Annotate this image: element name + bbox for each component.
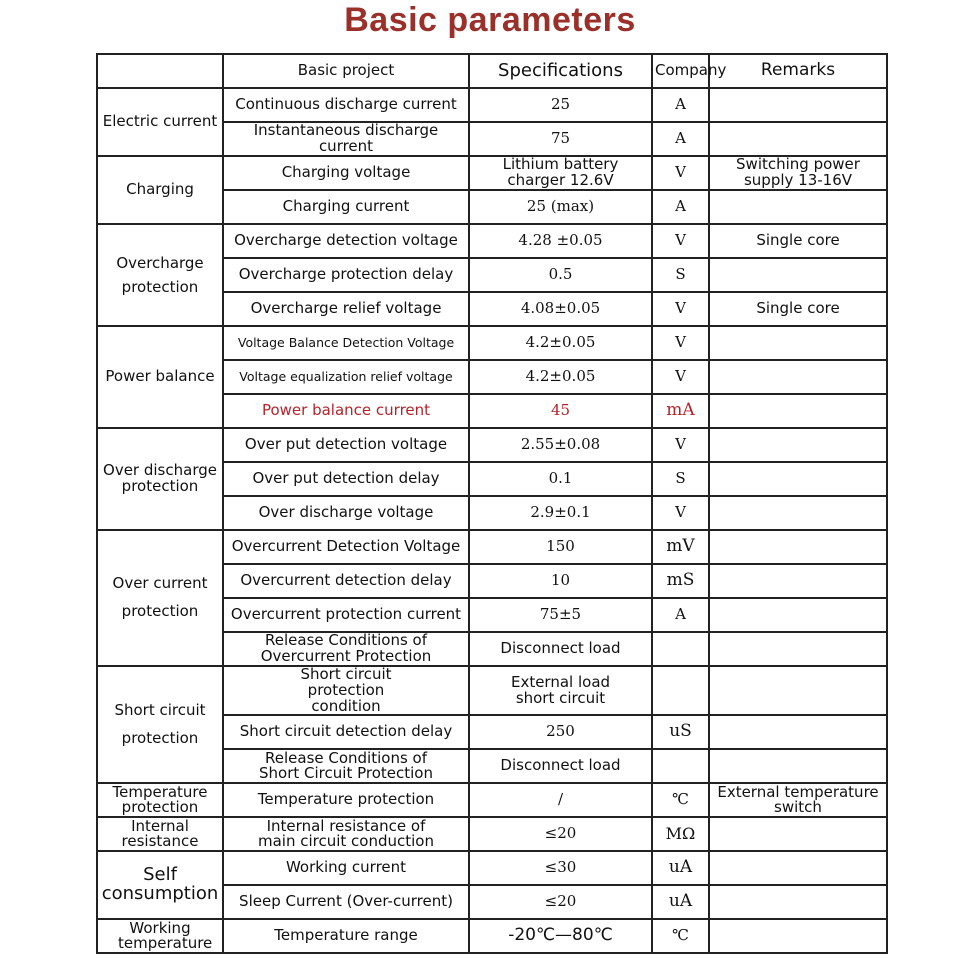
remark-cell <box>709 715 887 749</box>
remark-cell <box>709 462 887 496</box>
category-cell: Over discharge protection <box>97 428 223 530</box>
remark-cell: Single core <box>709 224 887 258</box>
spec-cell: 75±5 <box>469 598 652 632</box>
unit-cell: A <box>652 190 709 224</box>
remark-cell <box>709 530 887 564</box>
spec-cell: 0.1 <box>469 462 652 496</box>
spec-cell: 4.2±0.05 <box>469 360 652 394</box>
remark-cell <box>709 190 887 224</box>
remark-cell <box>709 749 887 783</box>
spec-cell: 75 <box>469 122 652 156</box>
spec-cell: Lithium battery charger 12.6V <box>469 156 652 190</box>
unit-cell: uA <box>652 885 709 919</box>
parameters-table <box>96 53 888 954</box>
unit-cell: A <box>652 598 709 632</box>
unit-cell: ℃ <box>652 919 709 953</box>
spec-cell: ≤20 <box>469 885 652 919</box>
category-cell: Over current protection <box>97 530 223 666</box>
project-cell: Internal resistance of main circuit conduction <box>223 817 469 851</box>
header-category <box>97 54 223 88</box>
project-cell: Instantaneous discharge current <box>223 122 469 156</box>
spec-cell: 25 <box>469 88 652 122</box>
remark-cell <box>709 394 887 428</box>
project-cell: Voltage Balance Detection Voltage <box>223 326 469 360</box>
remark-cell <box>709 817 887 851</box>
spec-cell: ≤20 <box>469 817 652 851</box>
unit-cell: V <box>652 496 709 530</box>
table-row <box>97 530 887 564</box>
remark-cell <box>709 428 887 462</box>
remark-cell <box>709 885 887 919</box>
unit-cell <box>652 666 709 715</box>
project-cell: Voltage equalization relief voltage <box>223 360 469 394</box>
project-cell: Overcharge detection voltage <box>223 224 469 258</box>
category-cell: Self consumption <box>97 851 223 919</box>
project-cell: Overcharge relief voltage <box>223 292 469 326</box>
unit-cell: S <box>652 462 709 496</box>
remark-cell <box>709 919 887 953</box>
spec-cell: -20℃—80℃ <box>469 919 652 953</box>
spec-cell: 25 (max) <box>469 190 652 224</box>
category-cell: Charging <box>97 156 223 224</box>
project-cell: Over discharge voltage <box>223 496 469 530</box>
header-unit: Company <box>652 54 709 88</box>
unit-cell: MΩ <box>652 817 709 851</box>
unit-cell: A <box>652 122 709 156</box>
unit-cell <box>652 632 709 666</box>
remark-cell: Single core <box>709 292 887 326</box>
remark-cell <box>709 88 887 122</box>
category-cell: Power balance <box>97 326 223 428</box>
table-row <box>97 88 887 122</box>
remark-cell <box>709 598 887 632</box>
project-cell: Release Conditions of Overcurrent Protection <box>223 632 469 666</box>
remark-cell: External temperature switch <box>709 783 887 817</box>
project-cell: Power balance current <box>223 394 469 428</box>
remark-cell <box>709 632 887 666</box>
spec-cell: 4.08±0.05 <box>469 292 652 326</box>
table-header-row <box>97 54 887 88</box>
category-cell: Overcharge protection <box>97 224 223 326</box>
project-cell: Overcharge protection delay <box>223 258 469 292</box>
unit-cell: A <box>652 88 709 122</box>
unit-cell: uS <box>652 715 709 749</box>
unit-cell: S <box>652 258 709 292</box>
remark-cell <box>709 360 887 394</box>
project-cell: Charging voltage <box>223 156 469 190</box>
remark-cell <box>709 851 887 885</box>
unit-cell <box>652 749 709 783</box>
spec-cell: 4.2±0.05 <box>469 326 652 360</box>
category-cell: Internal resistance <box>97 817 223 851</box>
project-cell: Short circuit detection delay <box>223 715 469 749</box>
table-row <box>97 326 887 360</box>
table-row <box>97 817 887 851</box>
remark-cell <box>709 496 887 530</box>
spec-cell: 2.55±0.08 <box>469 428 652 462</box>
project-cell: Over put detection delay <box>223 462 469 496</box>
spec-cell: 10 <box>469 564 652 598</box>
spec-cell: ≤30 <box>469 851 652 885</box>
table-row <box>97 919 887 953</box>
unit-cell: mS <box>652 564 709 598</box>
unit-cell: ℃ <box>652 783 709 817</box>
project-cell: Overcurrent Detection Voltage <box>223 530 469 564</box>
table-row <box>97 224 887 258</box>
project-cell: Overcurrent protection current <box>223 598 469 632</box>
spec-cell: Disconnect load <box>469 632 652 666</box>
remark-cell <box>709 122 887 156</box>
header-spec: Specifications <box>469 54 652 88</box>
unit-cell: V <box>652 360 709 394</box>
unit-cell: V <box>652 224 709 258</box>
remark-cell <box>709 666 887 715</box>
project-cell: Temperature range <box>223 919 469 953</box>
spec-cell: External load short circuit <box>469 666 652 715</box>
page-title: Basic parameters <box>344 1 636 39</box>
project-cell: Release Conditions of Short Circuit Protection <box>223 749 469 783</box>
header-project: Basic project <box>223 54 469 88</box>
unit-cell: uA <box>652 851 709 885</box>
remark-cell <box>709 258 887 292</box>
remark-cell <box>709 564 887 598</box>
unit-cell: mV <box>652 530 709 564</box>
unit-cell: V <box>652 326 709 360</box>
table-row <box>97 428 887 462</box>
table-row <box>97 783 887 817</box>
header-remarks: Remarks <box>709 54 887 88</box>
spec-cell: 45 <box>469 394 652 428</box>
category-cell: Temperature protection <box>97 783 223 817</box>
spec-cell: Disconnect load <box>469 749 652 783</box>
project-cell: Charging current <box>223 190 469 224</box>
spec-cell: 2.9±0.1 <box>469 496 652 530</box>
category-cell: Short circuit protection <box>97 666 223 783</box>
spec-cell: 0.5 <box>469 258 652 292</box>
table-row <box>97 851 887 885</box>
unit-cell: V <box>652 428 709 462</box>
remark-cell: Switching power supply 13-16V <box>709 156 887 190</box>
project-cell: Temperature protection <box>223 783 469 817</box>
unit-cell: mA <box>652 394 709 428</box>
spec-cell: 250 <box>469 715 652 749</box>
unit-cell: V <box>652 156 709 190</box>
project-cell: Working current <box>223 851 469 885</box>
table-row <box>97 666 887 715</box>
project-cell: Short circuit protection condition <box>223 666 469 715</box>
category-cell: Working temperature <box>97 919 223 953</box>
project-cell: Overcurrent detection delay <box>223 564 469 598</box>
table-row <box>97 156 887 190</box>
spec-cell: / <box>469 783 652 817</box>
category-cell: Electric current <box>97 88 223 156</box>
project-cell: Continuous discharge current <box>223 88 469 122</box>
project-cell: Over put detection voltage <box>223 428 469 462</box>
unit-cell: V <box>652 292 709 326</box>
project-cell: Sleep Current (Over-current) <box>223 885 469 919</box>
remark-cell <box>709 326 887 360</box>
spec-cell: 4.28 ±0.05 <box>469 224 652 258</box>
spec-cell: 150 <box>469 530 652 564</box>
